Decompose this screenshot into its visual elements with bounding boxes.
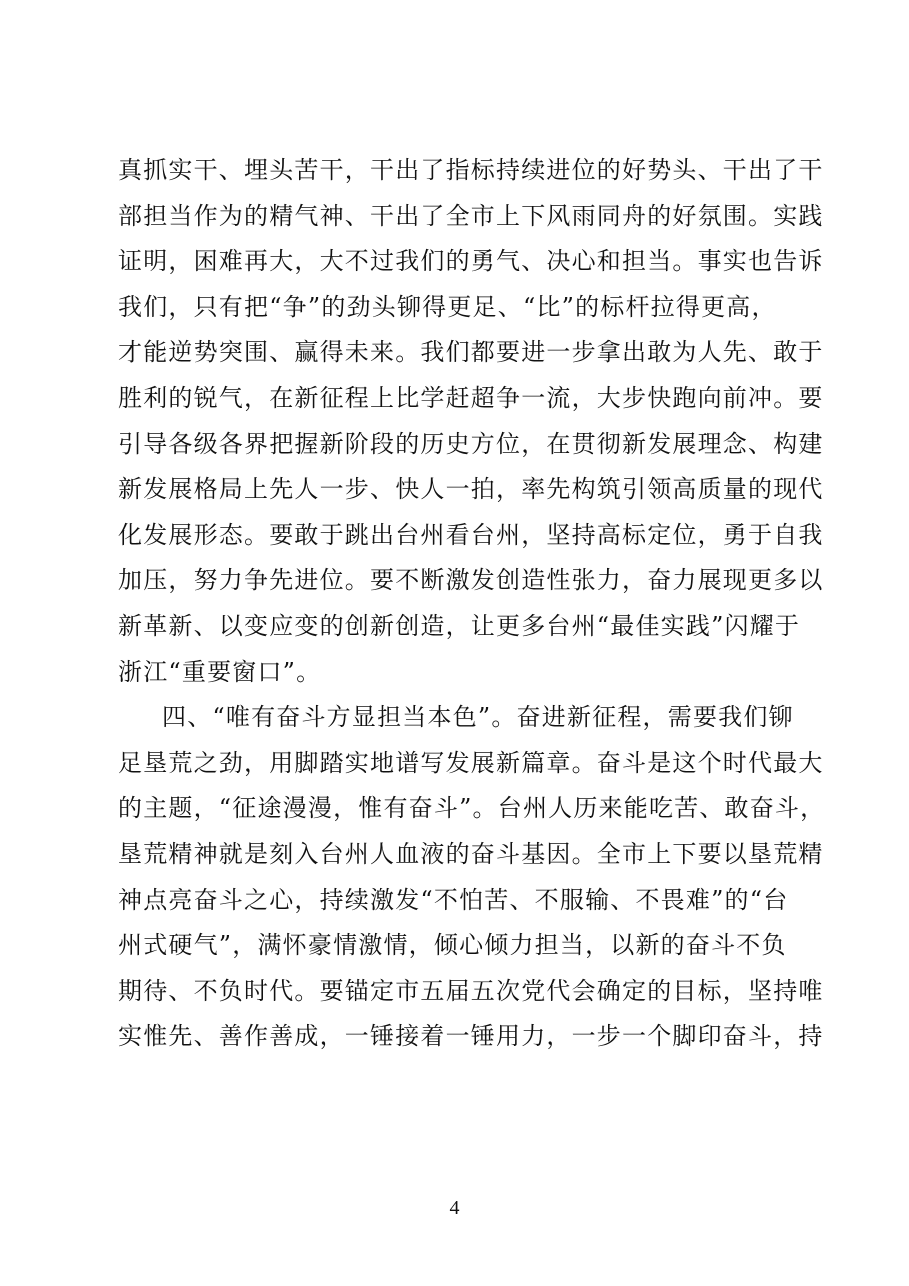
- text-line: 才能逆势突围、赢得未来。我们都要进一步拿出敢为人先、敢于: [118, 338, 824, 367]
- text-line: 的主题，“征途漫漫，惟有奋斗”。台州人历来能吃苦、敢奋斗，: [118, 794, 826, 823]
- text-line: 新发展格局上先人一步、快人一拍，率先构筑引领高质量的现代: [118, 475, 824, 504]
- page-number: 4: [449, 1197, 460, 1219]
- text-line: 足垦荒之劲，用脚踏实地谱写发展新篇章。奋斗是这个时代最大: [118, 748, 824, 777]
- text-line: 垦荒精神就是刻入台州人血液的奋斗基因。全市上下要以垦荒精: [118, 839, 824, 868]
- text-line: 浙江“重要窗口”。: [118, 657, 322, 686]
- text-line: 实惟先、善作善成，一锤接着一锤用力，一步一个脚印奋斗，持: [118, 1022, 824, 1051]
- text-line: 加压，努力争先进位。要不断激发创造性张力，奋力展现更多以: [118, 566, 824, 595]
- text-line: 真抓实干、埋头苦干，干出了指标持续进位的好势头、干出了干: [118, 156, 824, 184]
- text-line: 化发展形态。要敢于跳出台州看台州，坚持高标定位，勇于自我: [118, 520, 824, 549]
- text-line: 部担当作为的精气神、干出了全市上下风雨同舟的好氛围。实践: [118, 201, 824, 230]
- text-line: 新革新、以变应变的创新创造，让更多台州“最佳实践”闪耀于: [118, 611, 801, 640]
- text-line: 证明，困难再大，大不过我们的勇气、决心和担当。事实也告诉: [118, 247, 824, 276]
- paragraph-start-line: 四、“唯有奋斗方显担当本色”。奋进新征程，需要我们铆: [162, 703, 794, 732]
- text-line: 引导各级各界把握新阶段的历史方位，在贯彻新发展理念、构建: [118, 429, 824, 458]
- text-line: 我们，只有把“争”的劲头铆得更足、“比”的标杆拉得更高，: [118, 292, 777, 321]
- text-line: 期待、不负时代。要锚定市五届五次党代会确定的目标，坚持唯: [118, 976, 824, 1005]
- body-text: [118, 148, 826, 1060]
- text-line: 胜利的锐气，在新征程上比学赶超争一流，大步快跑向前冲。要: [118, 383, 824, 412]
- text-line: 神点亮奋斗之心，持续激发“不怕苦、不服输、不畏难”的“台: [118, 885, 789, 914]
- text-line: 州式硬气”，满怀豪情激情，倾心倾力担当，以新的奋斗不负: [118, 931, 787, 960]
